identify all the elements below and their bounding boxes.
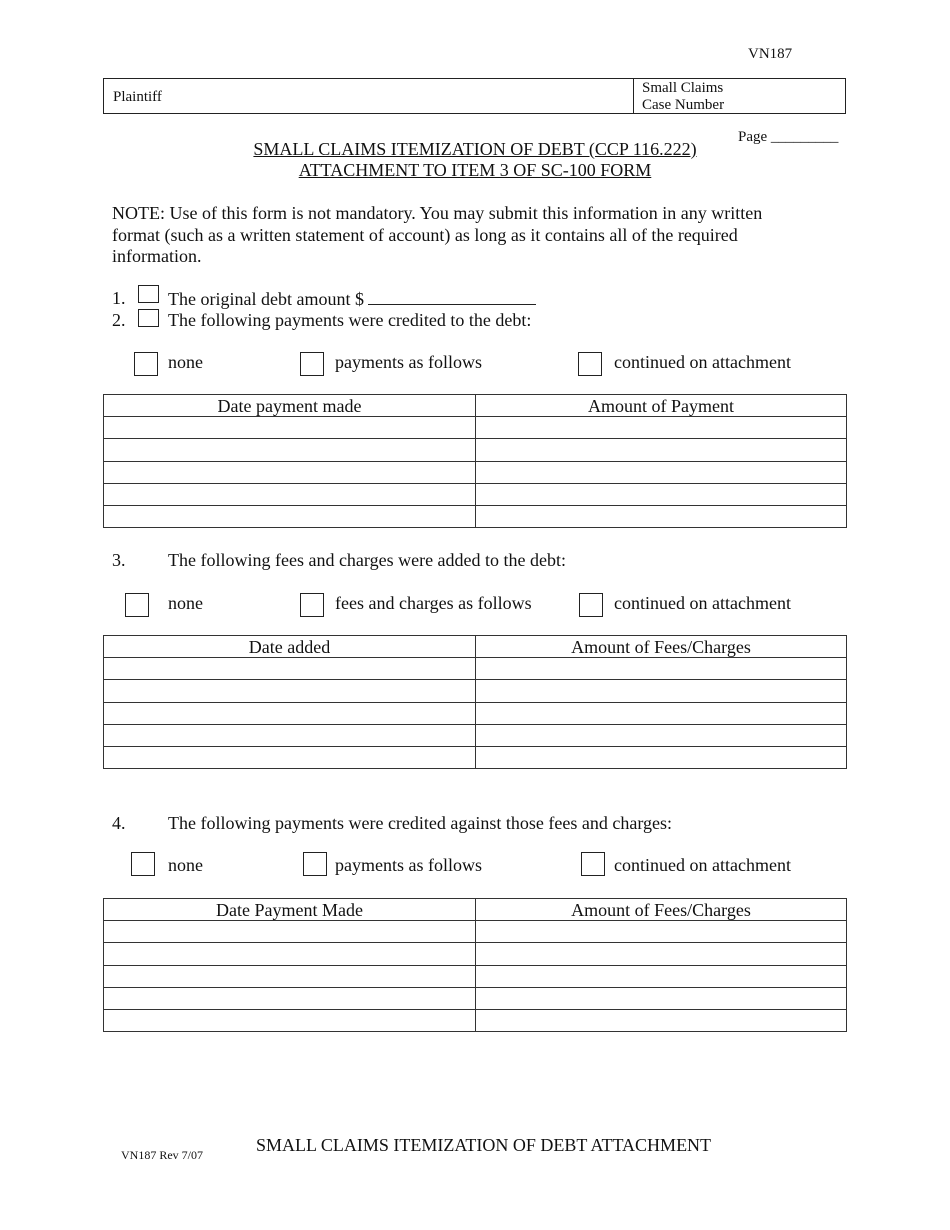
table-row [104, 680, 847, 702]
table-row [104, 439, 847, 461]
form-title-line1: SMALL CLAIMS ITEMIZATION OF DEBT (CCP 116.222) [253, 139, 697, 159]
item4-text: The following payments were credited against those fees and charges: [168, 813, 672, 833]
footer-title: SMALL CLAIMS ITEMIZATION OF DEBT ATTACHMENT [256, 1135, 712, 1155]
amount-cell[interactable] [476, 1009, 847, 1031]
header-divider [633, 79, 634, 113]
amount-cell[interactable] [476, 702, 847, 724]
item3-number: 3. [112, 550, 126, 570]
date-cell[interactable] [104, 658, 476, 680]
fee-payments-table [103, 898, 847, 1032]
column-header: Date payment made [104, 395, 476, 417]
item3-none-checkbox[interactable] [125, 593, 149, 617]
column-header: Date added [104, 636, 476, 658]
date-cell[interactable] [104, 680, 476, 702]
date-cell[interactable] [104, 417, 476, 439]
item3-fees-label: fees and charges as follows [335, 593, 532, 613]
column-header: Date Payment Made [104, 899, 476, 921]
table-row [104, 943, 847, 965]
item2-number: 2. [112, 310, 126, 330]
amount-cell[interactable] [476, 987, 847, 1009]
item2-checkbox[interactable] [138, 309, 159, 327]
form-title-line2: ATTACHMENT TO ITEM 3 OF SC-100 FORM [298, 160, 652, 180]
date-cell[interactable] [104, 987, 476, 1009]
payments-table [103, 394, 847, 528]
note-paragraph: NOTE: Use of this form is not mandatory. You may submit this information in any written format (such as a written statement of account) as long as it contains all of the required information. [112, 203, 763, 266]
item1-row [168, 288, 536, 310]
table-row [104, 461, 847, 483]
column-header: Amount of Fees/Charges [476, 636, 847, 658]
item2-payments-checkbox[interactable] [300, 352, 324, 376]
item4-payments-checkbox[interactable] [303, 852, 327, 876]
footer-revision: VN187 Rev 7/07 [121, 1148, 203, 1162]
table-header-row [104, 899, 847, 921]
column-header: Amount of Payment [476, 395, 847, 417]
item2-none-label: none [168, 352, 203, 372]
amount-cell[interactable] [476, 439, 847, 461]
case-label-line1: Small Claims [642, 80, 724, 96]
table-row [104, 505, 847, 527]
amount-cell[interactable] [476, 724, 847, 746]
table-row [104, 724, 847, 746]
case-header-box [103, 78, 846, 114]
item2-none-checkbox[interactable] [134, 352, 158, 376]
plaintiff-label: Plaintiff [113, 89, 162, 105]
date-cell[interactable] [104, 483, 476, 505]
item4-none-checkbox[interactable] [131, 852, 155, 876]
amount-cell[interactable] [476, 505, 847, 527]
date-cell[interactable] [104, 1009, 476, 1031]
item4-none-label: none [168, 855, 203, 875]
item4-number: 4. [112, 813, 126, 833]
table-row [104, 746, 847, 768]
form-id: VN187 [748, 46, 793, 62]
amount-cell[interactable] [476, 658, 847, 680]
table-header-row [104, 395, 847, 417]
item3-fees-checkbox[interactable] [300, 593, 324, 617]
date-cell[interactable] [104, 965, 476, 987]
table-row [104, 417, 847, 439]
item3-none-label: none [168, 593, 203, 613]
item3-text: The following fees and charges were added to the debt: [168, 550, 567, 570]
table-row [104, 987, 847, 1009]
date-cell[interactable] [104, 505, 476, 527]
amount-cell[interactable] [476, 943, 847, 965]
page-number-field[interactable]: Page _________ [738, 129, 839, 145]
column-header: Amount of Fees/Charges [476, 899, 847, 921]
amount-cell[interactable] [476, 746, 847, 768]
item2-text: The following payments were credited to the debt: [168, 310, 532, 330]
amount-cell[interactable] [476, 417, 847, 439]
item4-continued-checkbox[interactable] [581, 852, 605, 876]
table-row [104, 965, 847, 987]
table-row [104, 921, 847, 943]
table-header-row [104, 636, 847, 658]
amount-cell[interactable] [476, 461, 847, 483]
amount-cell[interactable] [476, 680, 847, 702]
table-row [104, 658, 847, 680]
debt-amount-field[interactable] [368, 288, 536, 305]
item2-continued-checkbox[interactable] [578, 352, 602, 376]
table-row [104, 702, 847, 724]
item2-payments-label: payments as follows [335, 352, 482, 372]
item4-continued-label: continued on attachment [614, 855, 791, 875]
date-cell[interactable] [104, 943, 476, 965]
amount-cell[interactable] [476, 921, 847, 943]
amount-cell[interactable] [476, 965, 847, 987]
fees-table [103, 635, 847, 769]
date-cell[interactable] [104, 921, 476, 943]
case-number-label [642, 80, 724, 114]
item1-checkbox[interactable] [138, 285, 159, 303]
item1-text: The original debt amount $ [168, 289, 364, 309]
table-row [104, 483, 847, 505]
date-cell[interactable] [104, 702, 476, 724]
table-row [104, 1009, 847, 1031]
date-cell[interactable] [104, 439, 476, 461]
case-label-line2: Case Number [642, 97, 725, 113]
item4-payments-label: payments as follows [335, 855, 482, 875]
item1-number: 1. [112, 288, 126, 308]
item3-continued-checkbox[interactable] [579, 593, 603, 617]
item3-continued-label: continued on attachment [614, 593, 791, 613]
date-cell[interactable] [104, 461, 476, 483]
amount-cell[interactable] [476, 483, 847, 505]
date-cell[interactable] [104, 746, 476, 768]
item2-continued-label: continued on attachment [614, 352, 791, 372]
date-cell[interactable] [104, 724, 476, 746]
